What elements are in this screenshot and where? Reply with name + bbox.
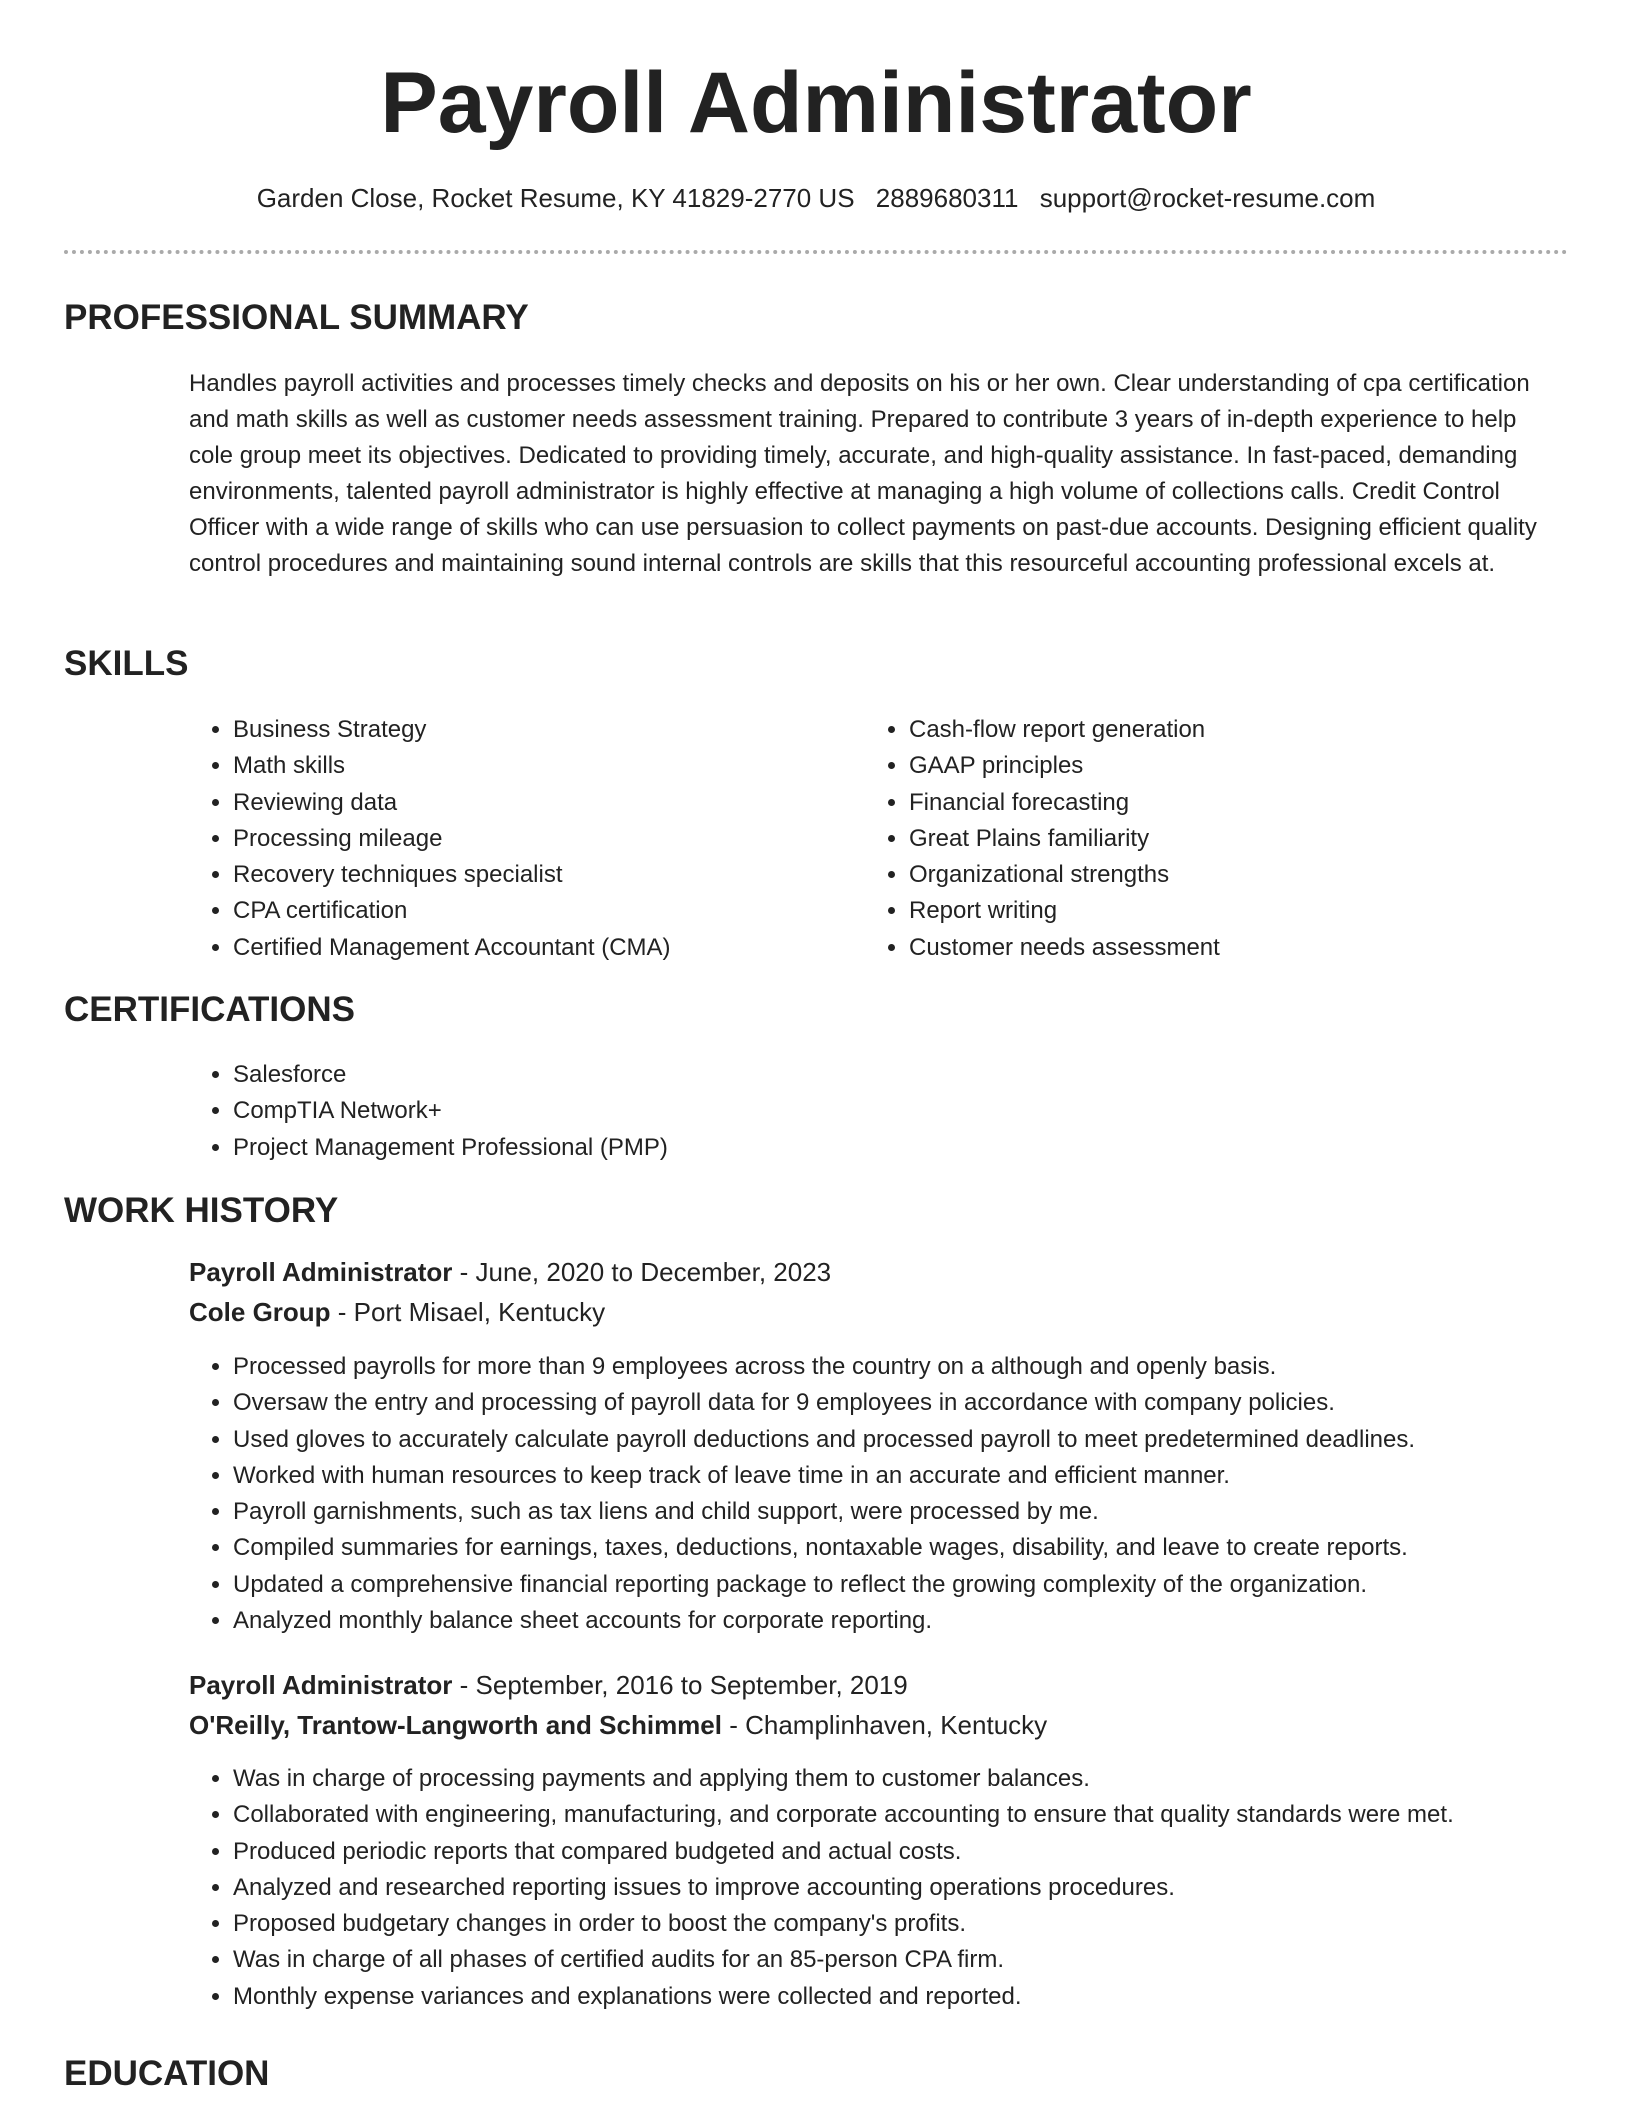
job-bullet: • Processed payrolls for more than 9 employees across the country on a although and openly basis.	[233, 1349, 1613, 1385]
skill-item: • Business Strategy	[233, 712, 873, 748]
job-bullets	[189, 1761, 1613, 2015]
skills-list-left	[189, 712, 873, 966]
header-divider	[64, 250, 1568, 254]
job-bullet: • Payroll garnishments, such as tax liens and child support, were processed by me.	[233, 1494, 1613, 1530]
job-location: - Champlinhaven, Kentucky	[722, 1710, 1048, 1740]
skill-item: • Reviewing data	[233, 785, 873, 821]
skill-item: • Processing mileage	[233, 821, 873, 857]
job-location: - Port Misael, Kentucky	[330, 1297, 606, 1327]
certifications-list	[189, 1057, 1533, 1166]
job-company-line	[189, 1294, 605, 1330]
job-company: O'Reilly, Trantow-Langworth and Schimmel	[189, 1710, 722, 1740]
section-title-skills: SKILLS	[64, 644, 189, 683]
skill-item: • Certified Management Accountant (CMA)	[233, 930, 873, 966]
candidate-name: Payroll Administrator	[380, 55, 1252, 151]
skill-item: • Report writing	[909, 893, 1549, 929]
job-bullet: • Analyzed monthly balance sheet accounts for corporate reporting.	[233, 1603, 1613, 1639]
job-bullet: • Was in charge of all phases of certified audits for an 85-person CPA firm.	[233, 1942, 1613, 1978]
job-bullet: • Was in charge of processing payments and applying them to customer balances.	[233, 1761, 1613, 1797]
section-title-certifications: CERTIFICATIONS	[64, 990, 356, 1029]
job-title: Payroll Administrator	[189, 1257, 453, 1287]
contact-address: Garden Close, Rocket Resume, KY 41829-2770 US	[256, 183, 855, 213]
certification-item: • CompTIA Network+	[233, 1093, 1533, 1129]
job-bullet: • Monthly expense variances and explanations were collected and reported.	[233, 1979, 1613, 2015]
contact-line	[0, 180, 1632, 216]
contact-phone: 2889680311	[875, 183, 1019, 213]
skill-item: • Organizational strengths	[909, 857, 1549, 893]
job-company: Cole Group	[189, 1297, 331, 1327]
certification-item: • Project Management Professional (PMP)	[233, 1130, 1533, 1166]
job-bullet: • Oversaw the entry and processing of payroll data for 9 employees in accordance with company policies.	[233, 1385, 1613, 1421]
job-bullet: • Produced periodic reports that compared budgeted and actual costs.	[233, 1834, 1613, 1870]
section-title-education: EDUCATION	[64, 2054, 270, 2093]
skills-list-right	[865, 712, 1549, 966]
skill-item: • Customer needs assessment	[909, 930, 1549, 966]
job-bullet: • Proposed budgetary changes in order to boost the company's profits.	[233, 1906, 1613, 1942]
job-bullet: • Collaborated with engineering, manufacturing, and corporate accounting to ensure that quality standards were met.	[233, 1797, 1613, 1833]
job-bullet: • Worked with human resources to keep track of leave time in an accurate and efficient manner.	[233, 1458, 1613, 1494]
job-bullet: • Compiled summaries for earnings, taxes, deductions, nontaxable wages, disability, and leave to create reports.	[233, 1530, 1613, 1566]
section-title-summary: PROFESSIONAL SUMMARY	[64, 298, 529, 337]
skill-item: • GAAP principles	[909, 748, 1549, 784]
job-title-line	[189, 1254, 831, 1290]
job-bullet: • Updated a comprehensive financial reporting package to reflect the growing complexity of the organization.	[233, 1567, 1613, 1603]
job-title-line	[189, 1667, 908, 1703]
skill-item: • Cash-flow report generation	[909, 712, 1549, 748]
job-dates: - September, 2016 to September, 2019	[452, 1670, 908, 1700]
skill-item: • Recovery techniques specialist	[233, 857, 873, 893]
job-bullets	[189, 1349, 1613, 1639]
job-title: Payroll Administrator	[189, 1670, 453, 1700]
skill-item: • Math skills	[233, 748, 873, 784]
summary-text: Handles payroll activities and processes timely checks and deposits on his or her own. Clear understanding of cpa certification and math skills as well as customer needs assessment training. Prepared to contribute 3 years of in-depth experience to help cole group meet its objectives. Dedicated to providing timely, accurate, and high-quality assistance. In fast-paced, demanding environments, talented payroll administrator is highly effective at managing a high volume of collections calls. Credit Control Officer with a wide range of skills who can use persuasion to collect payments on past-due accounts. Designing efficient quality control procedures and maintaining sound internal controls are skills that this resourceful accounting professional excels at.	[189, 370, 1537, 577]
job-bullet: • Analyzed and researched reporting issues to improve accounting operations procedures.	[233, 1870, 1613, 1906]
section-title-work-history: WORK HISTORY	[64, 1191, 339, 1230]
job-dates: - June, 2020 to December, 2023	[452, 1257, 832, 1287]
contact-email: support@rocket-resume.com	[1039, 183, 1376, 213]
certification-item: • Salesforce	[233, 1057, 1533, 1093]
skill-item: • CPA certification	[233, 893, 873, 929]
skill-item: • Great Plains familiarity	[909, 821, 1549, 857]
job-company-line	[189, 1707, 1047, 1743]
skill-item: • Financial forecasting	[909, 785, 1549, 821]
job-bullet: • Used gloves to accurately calculate payroll deductions and processed payroll to meet predetermined deadlines.	[233, 1422, 1613, 1458]
